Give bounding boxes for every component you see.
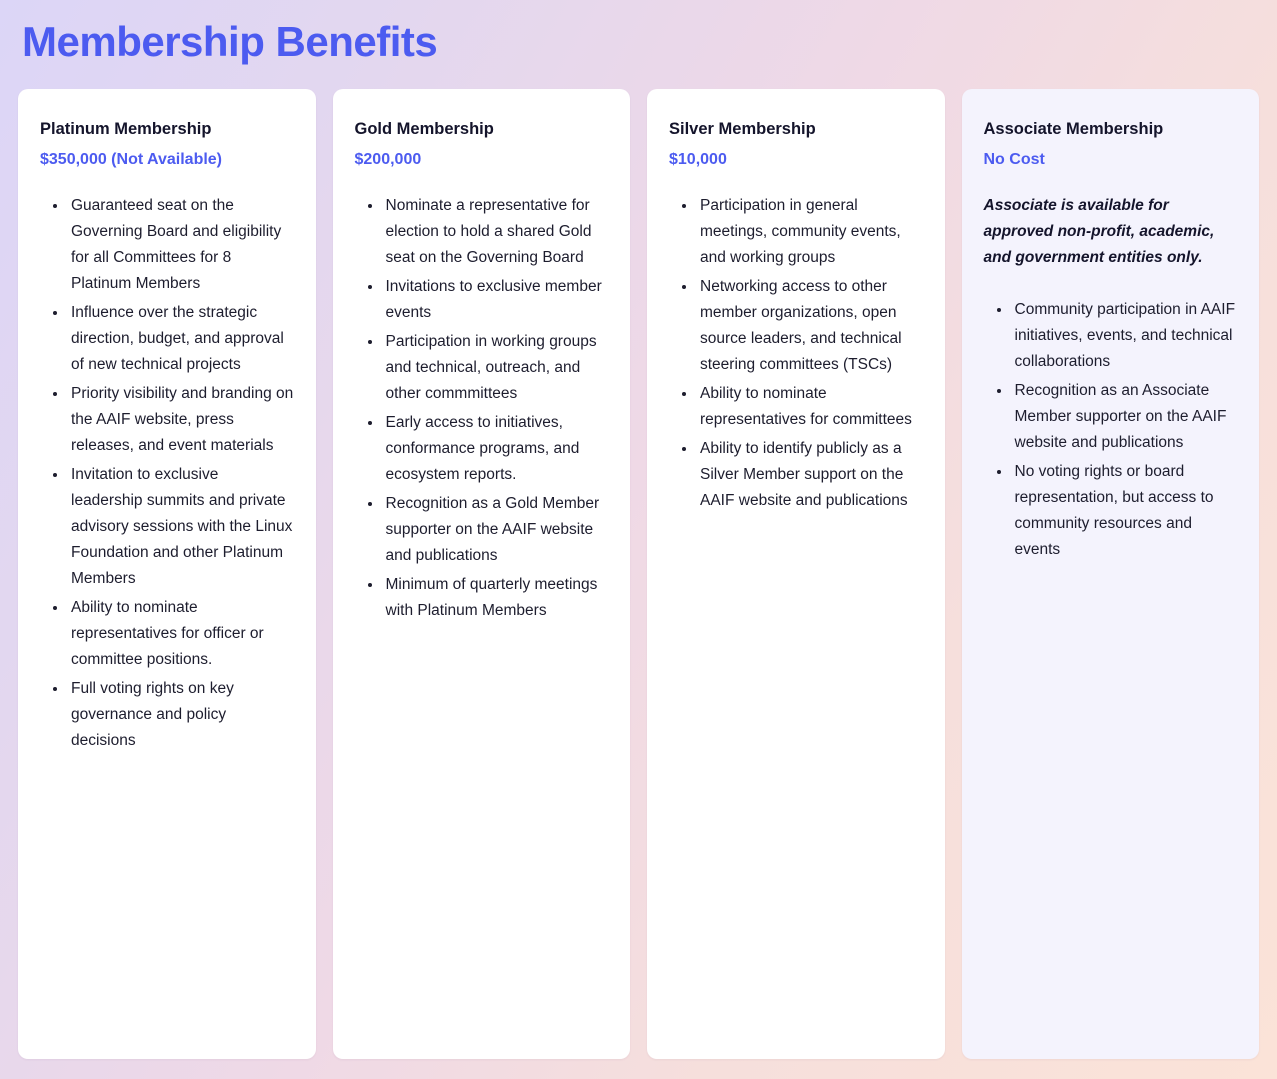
list-item: • Guaranteed seat on the Governing Board and eligibility for all Committees for 8 Platinum Members — [68, 193, 294, 297]
card-price: No Cost — [983, 150, 1045, 168]
list-item: • Networking access to other member organizations, open source leaders, and technical steering committees (TSCs) — [697, 274, 923, 378]
benefit-list — [40, 193, 294, 755]
list-item: • Participation in working groups and technical, outreach, and other commmittees — [383, 329, 609, 407]
list-item: • Ability to nominate representatives for officer or committee positions. — [68, 595, 294, 673]
card-price: $10,000 — [669, 150, 727, 168]
card-price: $350,000 (Not Available) — [40, 150, 223, 168]
membership-card-associate — [962, 89, 1260, 1059]
benefit-list — [355, 193, 609, 625]
membership-card-platinum — [18, 89, 316, 1059]
card-title: Silver Membership — [669, 119, 816, 138]
membership-card-silver — [647, 89, 945, 1059]
list-item: • Ability to nominate representatives for committees — [697, 381, 923, 433]
card-price: $200,000 — [354, 150, 422, 168]
list-item: • Invitations to exclusive member events — [383, 274, 609, 326]
list-item: • Community participation in AAIF initiatives, events, and technical collaborations — [1012, 297, 1238, 375]
card-title: Associate Membership — [983, 119, 1164, 138]
list-item: • Ability to identify publicly as a Silver Member support on the AAIF website and publications — [697, 436, 923, 514]
list-item: • Full voting rights on key governance and policy decisions — [68, 676, 294, 754]
list-item: • Invitation to exclusive leadership summits and private advisory sessions with the Linux Foundation and other Platinum Members — [68, 462, 294, 592]
membership-card-list — [18, 89, 1259, 1059]
list-item: • Early access to initiatives, conformance programs, and ecosystem reports. — [383, 410, 609, 488]
list-item: • Nominate a representative for election to hold a shared Gold seat on the Governing Board — [383, 193, 609, 271]
list-item: • Priority visibility and branding on the AAIF website, press releases, and event materials — [68, 381, 294, 459]
list-item: • Influence over the strategic direction, budget, and approval of new technical projects — [68, 300, 294, 378]
list-item: • No voting rights or board representation, but access to community resources and events — [1012, 459, 1238, 563]
benefit-list — [984, 297, 1238, 563]
membership-benefits-page — [0, 8, 1277, 1079]
list-item: • Minimum of quarterly meetings with Platinum Members — [383, 572, 609, 624]
list-item: • Participation in general meetings, community events, and working groups — [697, 193, 923, 271]
card-title: Gold Membership — [354, 119, 494, 138]
membership-card-gold — [333, 89, 631, 1059]
benefit-list — [669, 193, 923, 514]
list-item: • Recognition as a Gold Member supporter on the AAIF website and publications — [383, 491, 609, 569]
list-item: • Recognition as an Associate Member supporter on the AAIF website and publications — [1012, 378, 1238, 456]
card-title: Platinum Membership — [40, 119, 212, 138]
card-note: Associate is available for approved non-profit, academic, and government entities only. — [983, 196, 1215, 266]
page-title: Membership Benefits — [22, 18, 438, 65]
